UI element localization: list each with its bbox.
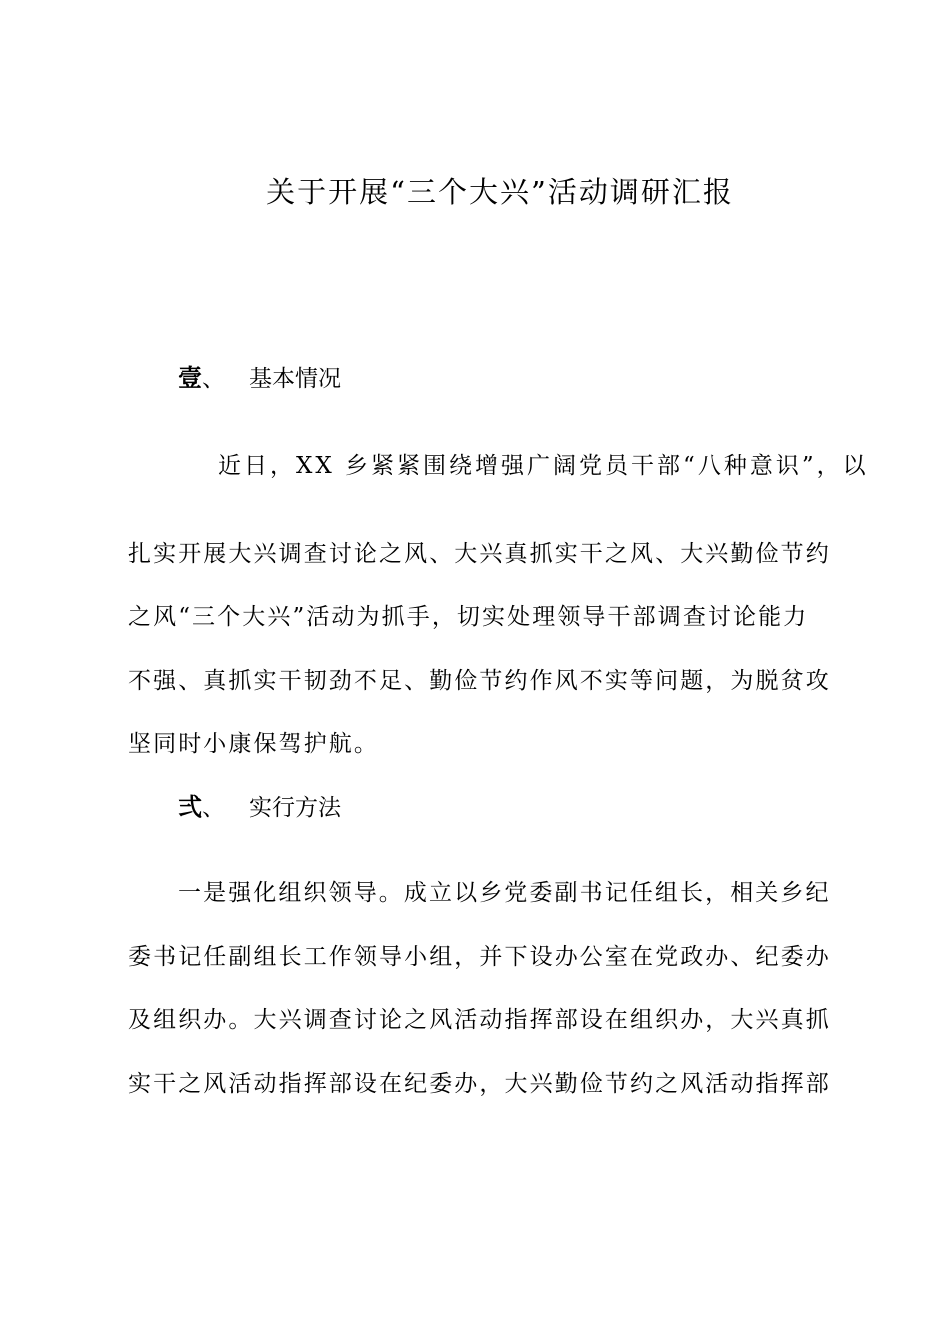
- section-separator: 、: [202, 366, 225, 392]
- paragraph-line: 之风“三个大兴”活动为抓手，切实处理领导干部调查讨论能力: [128, 604, 809, 630]
- section-number: 弍: [178, 793, 202, 821]
- section-heading-methods: [178, 791, 341, 824]
- paragraph-line: 坚同时小康保驾护航。: [128, 731, 379, 757]
- section-heading-text: 基本情况: [249, 366, 341, 392]
- paragraph-line: 不强、真抓实干韧劲不足、勤俭节约作风不实等问题，为脱贫攻: [128, 668, 831, 694]
- section-heading-basic-situation: [178, 362, 341, 395]
- paragraph-line: 近日，XX 乡紧紧围绕增强广阔党员干部“八种意识”，以: [218, 453, 869, 479]
- section-heading-text: 实行方法: [249, 795, 341, 821]
- section-separator: 、: [202, 795, 225, 821]
- paragraph-line: 扎实开展大兴调查讨论之风、大兴真抓实干之风、大兴勤俭节约: [128, 541, 831, 567]
- document-title: 关于开展“三个大兴”活动调研汇报: [266, 175, 734, 209]
- paragraph-line: 及组织办。大兴调查讨论之风活动指挥部设在组织办，大兴真抓: [128, 1007, 831, 1033]
- paragraph-line: 委书记任副组长工作领导小组，并下设办公室在党政办、纪委办: [128, 944, 831, 970]
- paragraph-line: 一是强化组织领导。成立以乡党委副书记任组长，相关乡纪: [178, 880, 831, 906]
- paragraph-line: 实干之风活动指挥部设在纪委办，大兴勤俭节约之风活动指挥部: [128, 1071, 831, 1097]
- section-number: 壹: [178, 364, 202, 392]
